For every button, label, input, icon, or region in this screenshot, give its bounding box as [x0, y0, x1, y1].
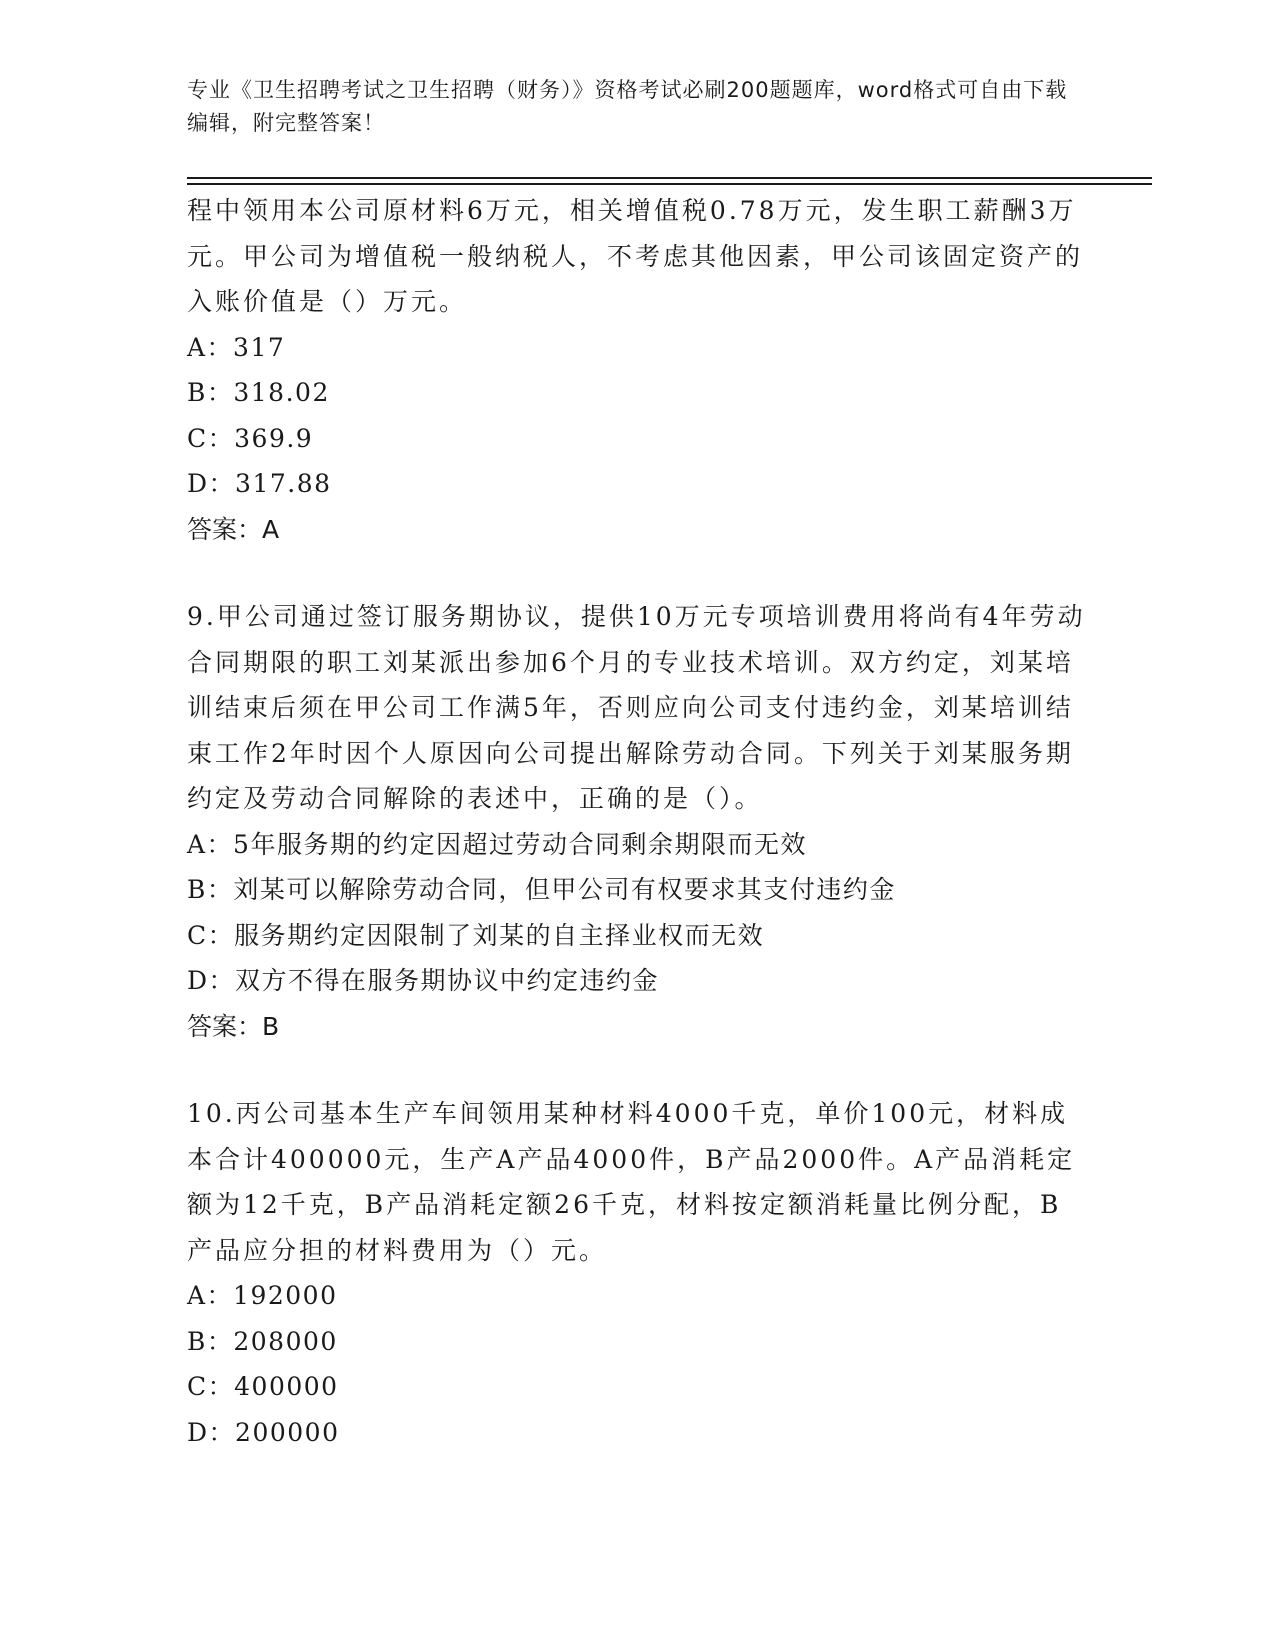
question-stem: 程中领用本公司原材料6万元，相关增值税0.78万元，发生职工薪酬3万元。甲公司为增值税一般纳税人，不考虑其他因素，甲公司该固定资产的入账价值是（）万元。	[187, 196, 1084, 316]
question-list	[187, 188, 1087, 1455]
option-d: D：双方不得在服务期协议中约定违约金	[187, 966, 660, 995]
question-stem: 10.丙公司基本生产车间领用某种材料4000千克，单价100元，材料成本合计400000元，生产A产品4000件，B产品2000件。A产品消耗定额为12千克，B产品消耗定额26千克，材料按定额消耗量比例分配，B产品应分担的材料费用为（）元。	[187, 1099, 1076, 1265]
header-rule-bottom	[187, 183, 1152, 185]
question-stem: 9.甲公司通过签订服务期协议，提供10万元专项培训费用将尚有4年劳动合同期限的职工刘某派出参加6个月的专业技术培训。双方约定，刘某培训结束后须在甲公司工作满5年，否则应向公司支付违约金，刘某培训结束工作2年时因个人原因向公司提出解除劳动合同。下列关于刘某服务期约定及劳动合同解除的表述中，正确的是（）。	[187, 602, 1086, 813]
option-d: D：200000	[187, 1417, 340, 1447]
option-c: C：369.9	[187, 423, 314, 453]
header-rule-top	[187, 177, 1152, 179]
option-a: A：192000	[187, 1281, 338, 1310]
question-spacer	[187, 552, 1087, 594]
question-block	[187, 1091, 1087, 1455]
answer-line: 答案：B	[187, 1011, 280, 1041]
question-block	[187, 188, 1087, 552]
document-header: 专业《卫生招聘考试之卫生招聘（财务）》资格考试必刷200题题库，word格式可自由下载编辑，附完整答案！	[187, 78, 1068, 135]
option-b: B：刘某可以解除劳动合同，但甲公司有权要求其支付违约金	[187, 875, 896, 904]
option-b: B：208000	[187, 1326, 338, 1356]
question-block	[187, 594, 1087, 1049]
option-c: C：400000	[187, 1372, 339, 1401]
option-c: C：服务期约定因限制了刘某的自主择业权而无效	[187, 920, 765, 950]
option-b: B：318.02	[187, 378, 330, 407]
question-spacer	[187, 1049, 1087, 1091]
answer-line: 答案：A	[187, 514, 280, 544]
option-d: D：317.88	[187, 469, 332, 498]
option-a: A：5年服务期的约定因超过劳动合同剩余期限而无效	[187, 829, 807, 859]
option-a: A：317	[187, 332, 286, 362]
